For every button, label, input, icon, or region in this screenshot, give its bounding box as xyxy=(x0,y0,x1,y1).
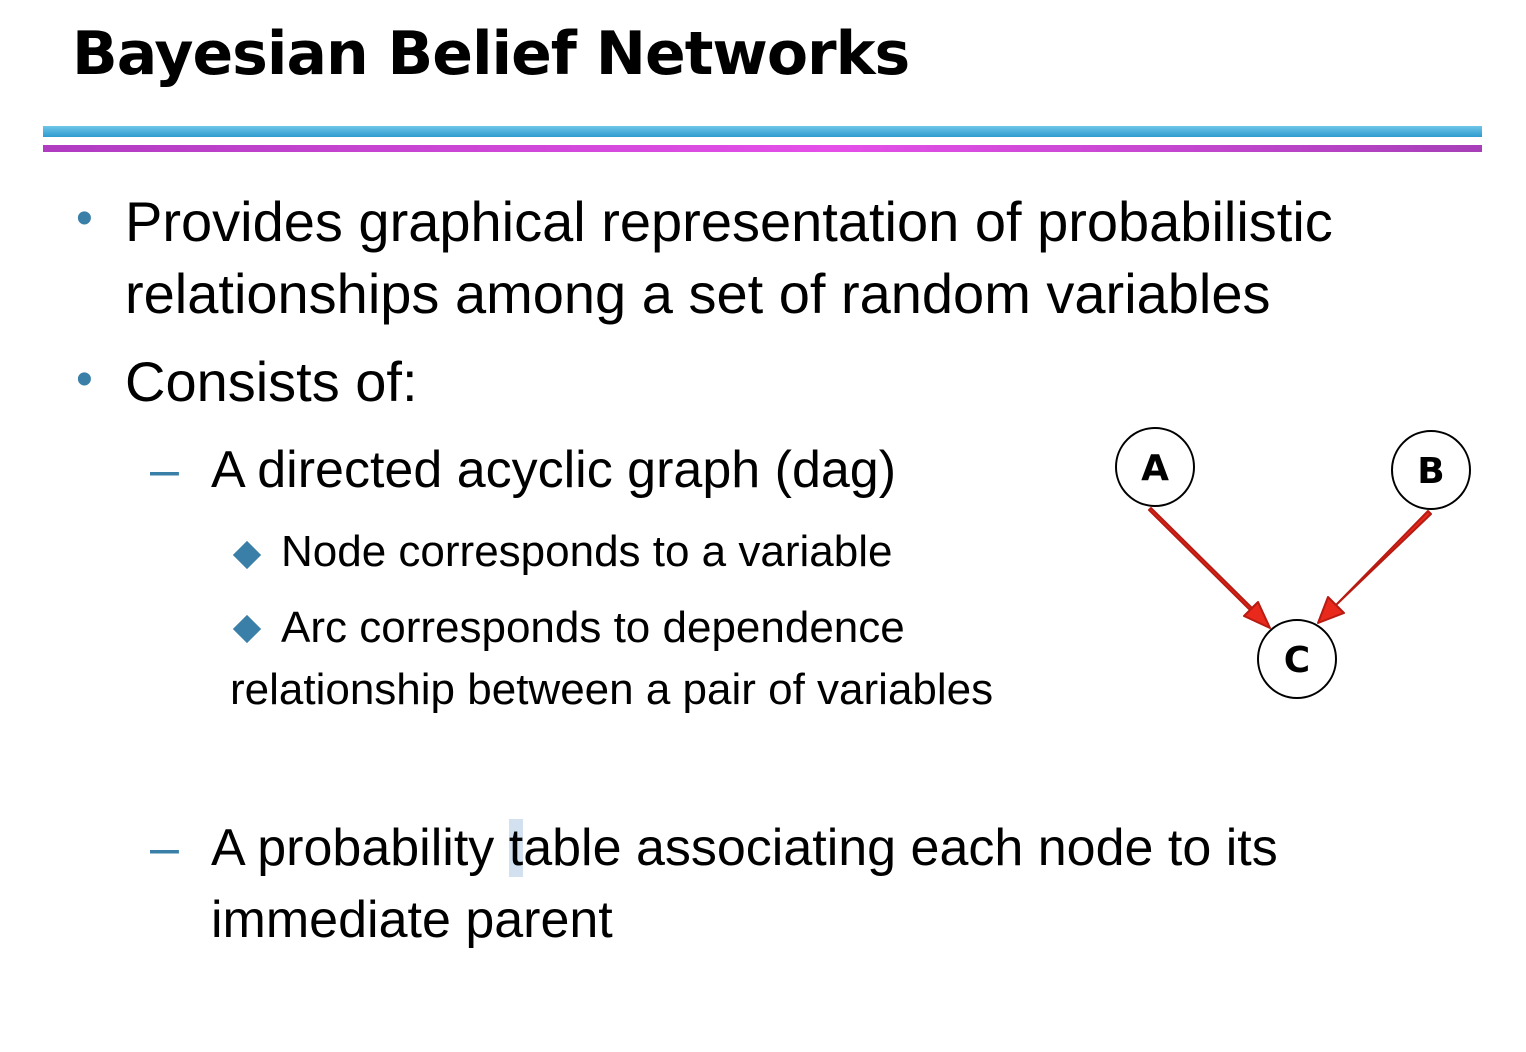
dag-diagram xyxy=(1100,420,1490,710)
node-b-label: B xyxy=(1417,451,1445,492)
edge-b-to-c-arrow xyxy=(1318,511,1431,623)
diamond-bullet-icon xyxy=(233,615,261,643)
node-a-label: A xyxy=(1141,448,1169,489)
bullet-1-line-1: Provides graphical representation of probabilistic xyxy=(125,190,1333,253)
node-c-label: C xyxy=(1283,640,1311,681)
sub-bullet-dash-icon: – xyxy=(150,441,179,499)
title-divider-blue xyxy=(43,126,1482,137)
node-c xyxy=(1258,620,1336,698)
arc-item-line-1: Arc corresponds to dependence xyxy=(281,603,905,652)
sub-bullet-probability-table[interactable] xyxy=(211,812,1278,884)
node-item: Node corresponds to a variable xyxy=(281,527,893,576)
edge-a-to-c-arrow xyxy=(1149,508,1270,628)
diamond-bullet-icon xyxy=(233,541,261,569)
arc-item-line-2: relationship between a pair of variables xyxy=(230,665,994,714)
sub-bullet-probability-table-line-2: immediate parent xyxy=(211,891,613,949)
sub-bullet-dag: A directed acyclic graph (dag) xyxy=(211,441,897,499)
text-before-cursor: A probability xyxy=(211,819,509,877)
bullet-dot-icon: • xyxy=(76,353,93,406)
title-divider-magenta xyxy=(43,145,1482,152)
text-selection-highlight: t xyxy=(508,819,524,877)
bullet-2-line-1: Consists of: xyxy=(125,350,418,413)
sub-bullet-dash-icon: – xyxy=(150,819,179,877)
bullet-1-line-2: relationships among a set of random variables xyxy=(125,262,1271,325)
text-after-cursor: able associating each node to its xyxy=(523,819,1278,877)
bullet-dot-icon: • xyxy=(76,192,93,245)
node-b xyxy=(1392,431,1470,509)
slide-title: Bayesian Belief Networks xyxy=(72,19,910,89)
node-a xyxy=(1116,428,1194,506)
